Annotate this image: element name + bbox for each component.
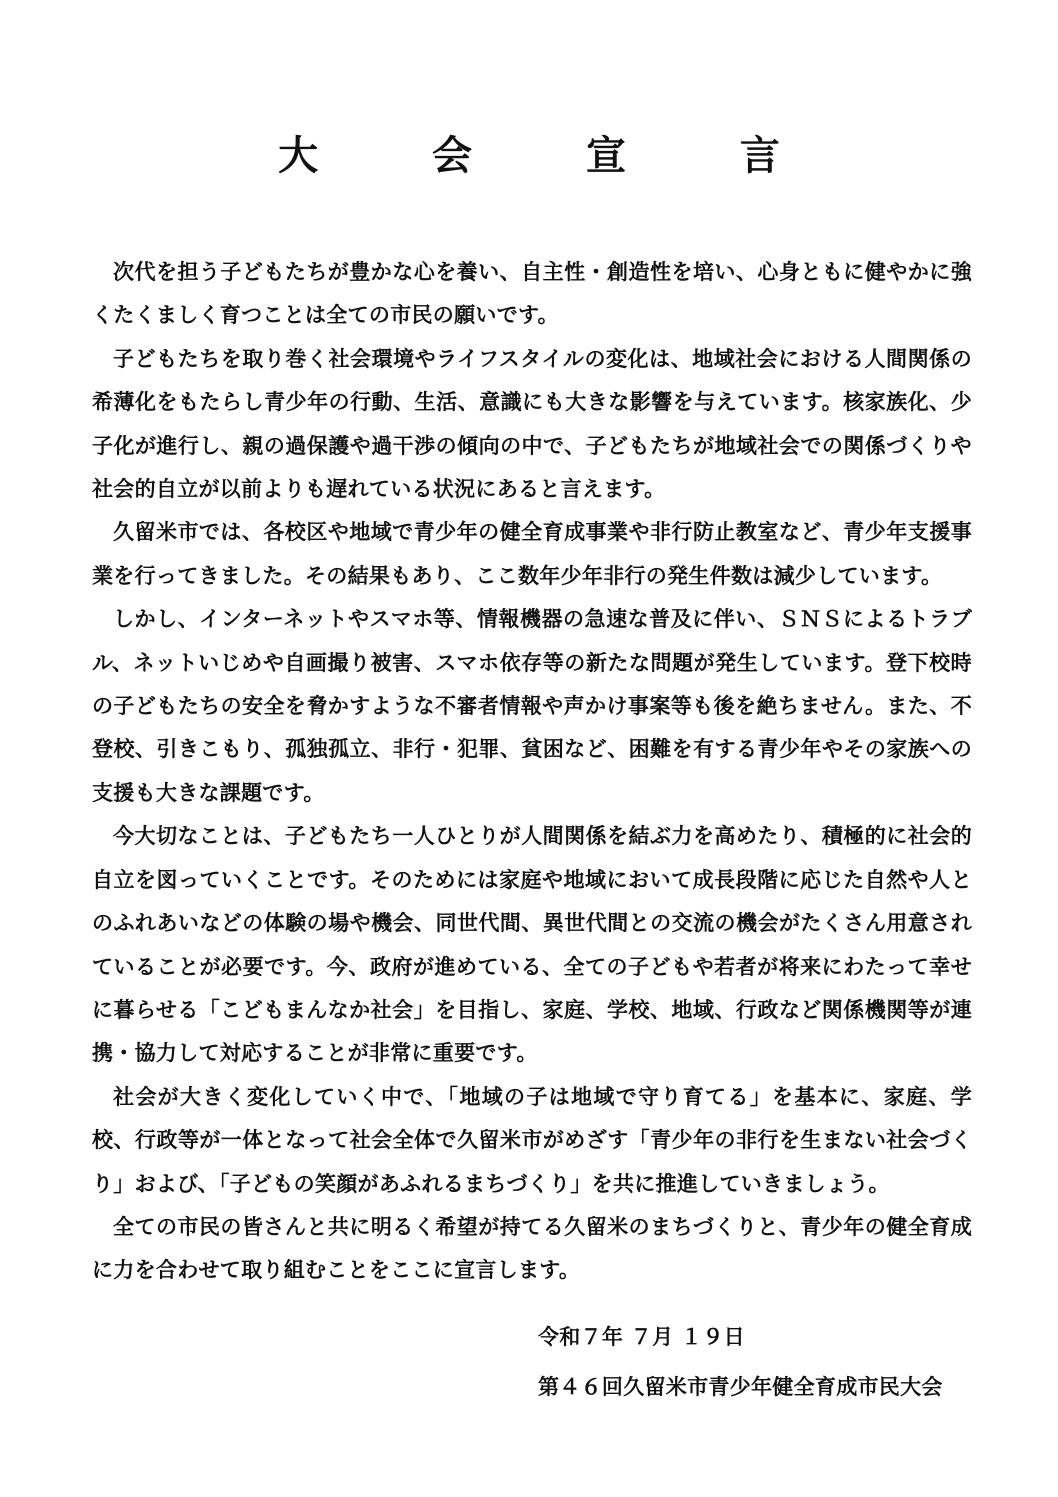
declaration-date: 令和７年 ７月 １９日 [538, 1324, 745, 1349]
paragraph: 社会が大きく変化していく中で、「地域の子は地域で守り育てる」を基本に、家庭、学校、行政等が一体となって社会全体で久留米市がめざす「青少年の非行を生まない社会づくり」および、「子どもの笑顔があふれるまちづくり」を共に推進していきましょう。 [92, 1083, 972, 1196]
document-title: 大 会 宣 言 [278, 132, 830, 179]
paragraph: 次代を担う子どもたちが豊かな心を養い、自主性・創造性を培い、心身ともに健やかに強くたくましく育つことは全ての市民の願いです。 [92, 259, 972, 328]
declaration-body [92, 250, 972, 1292]
signature-block [538, 1312, 998, 1412]
paragraph: 今大切なことは、子どもたち一人ひとりが人間関係を結ぶ力を高めたり、積極的に社会的自立を図っていくことです。そのためには家庭や地域において成長段階に応じた自然や人とのふれあいなどの体験の場や機会、同世代間、異世代間との交流の機会がたくさん用意されていることが必要です。今、政府が進めている、全ての子どもや若者が将来にわたって幸せに暮らせる「こどもまんなか社会」を目指し、家庭、学校、地域、行政など関係機関等が連携・協力して対応することが非常に重要です。 [92, 823, 972, 1066]
paragraph: 久留米市では、各校区や地域で青少年の健全育成事業や非行防止教室など、青少年支援事業を行ってきました。その結果もあり、ここ数年少年非行の発生件数は減少しています。 [92, 519, 972, 588]
organization-name: 第４６回久留米市青少年健全育成市民大会 [538, 1374, 943, 1399]
paragraph: しかし、インターネットやスマホ等、情報機器の急速な普及に伴い、ＳＮＳによるトラブル、ネットいじめや自画撮り被害、スマホ依存等の新たな問題が発生しています。登下校時の子どもたちの安全を脅かすような不審者情報や声かけ事案等も後を絶ちません。また、不登校、引きこもり、孤独孤立、非行・犯罪、貧困など、困難を有する青少年やその家族への支援も大きな課題です。 [92, 606, 972, 805]
paragraph: 全ての市民の皆さんと共に明るく希望が持てる久留米のまちづくりと、青少年の健全育成に力を合わせて取り組むことをここに宣言します。 [92, 1213, 972, 1283]
paragraph: 子どもたちを取り巻く社会環境やライフスタイルの変化は、地域社会における人間関係の希薄化をもたらし青少年の行動、生活、意識にも大きな影響を与えています。核家族化、少子化が進行し、親の過保護や過干渉の傾向の中で、子どもたちが地域社会での関係づくりや社会的自立が以前よりも遅れている状況にあると言えます。 [92, 345, 972, 502]
